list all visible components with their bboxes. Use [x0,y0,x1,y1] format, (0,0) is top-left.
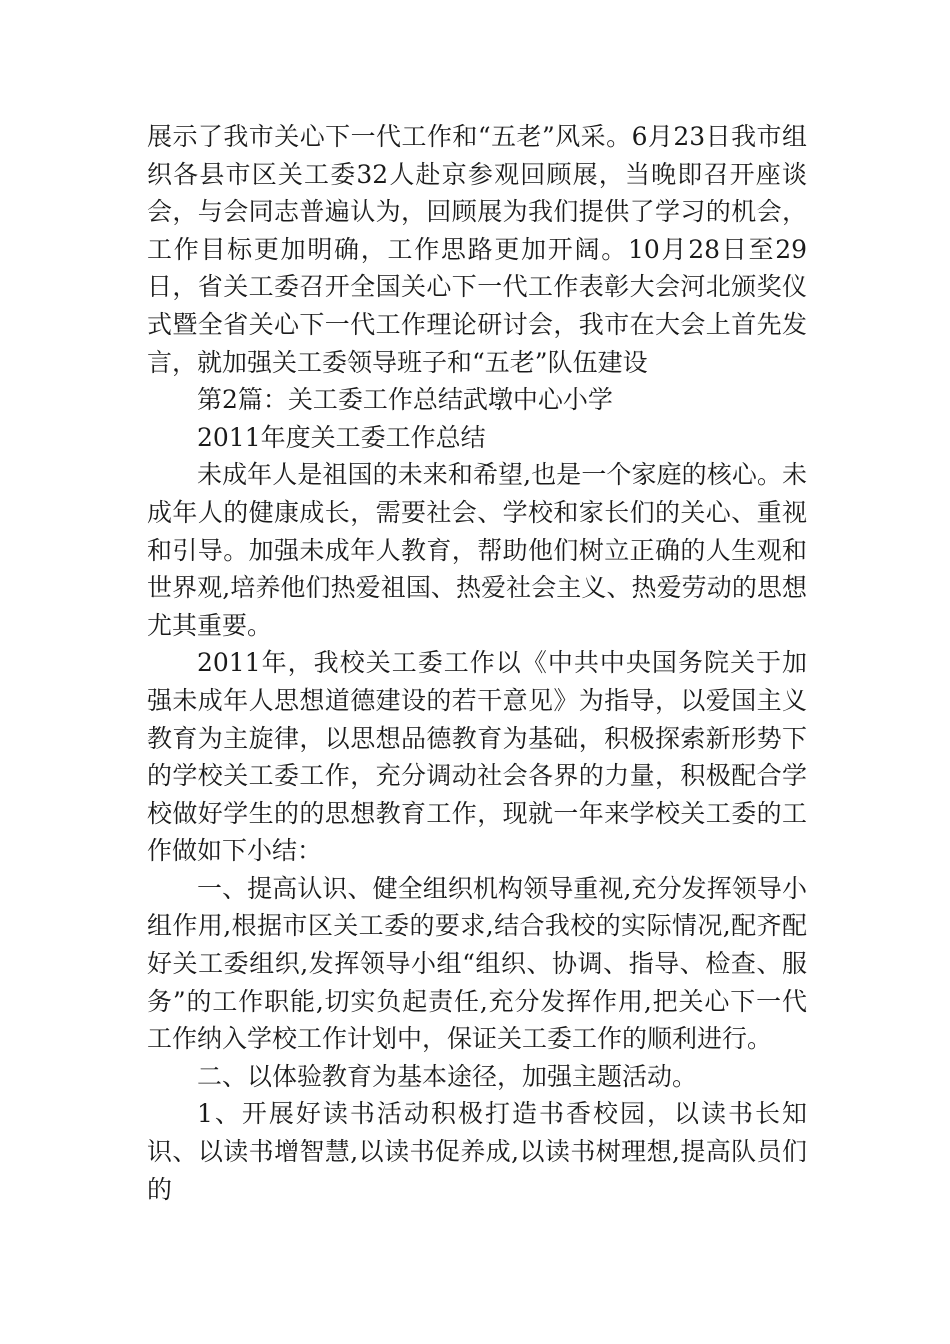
paragraph-2011: 2011年，我校关工委工作以《中共中央国务院关于加强未成年人思想道德建设的若干意见》为指导，以爱国主义教育为主旋律，以思想品德教育为基础，积极探索新形势下的学校关工委工作，充分调动社会各界的力量，积极配合学校做好学生的的思想教育工作，现就一年来学校关工委的工作做如下小结： [147,648,807,866]
paragraph-item-1: 1、开展好读书活动积极打造书香校园，以读书长知识、以读书增智慧,以读书促养成,以读书树理想,提高队员们的 [147,1099,807,1204]
document-title: 2011年度关工委工作总结 [197,422,486,452]
paragraph-1: 展示了我市关心下一代工作和“五老”风采。6月23日我市组织各县市区关工委32人赴京参观回顾展，当晚即召开座谈会，与会同志普遍认为，回顾展为我们提供了学习的机会，工作目标更加明确，工作思路更加开阔。10月28日至29日，省关工委召开全国关心下一代工作表彰大会河北颁奖仪式暨全省关心下一代工作理论研讨会，我市在大会上首先发言，就加强关工委领导班子和“五老”队伍建设 [147,122,807,377]
paragraph-point-2: 二、以体验教育为基本途径，加强主题活动。 [197,1061,698,1091]
paragraph-point-1: 一、提高认识、健全组织机构领导重视,充分发挥领导小组作用,根据市区关工委的要求,结合我校的实际情况,配齐配好关工委组织,发挥领导小组“组织、协调、指导、检查、服务”的工作职能,切实负起责任,充分发挥作用,把关心下一代工作纳入学校工作计划中，保证关工委工作的顺利进行。 [147,873,807,1054]
document-body [147,118,807,1208]
paragraph-intro: 未成年人是祖国的未来和希望,也是一个家庭的核心。未成年人的健康成长，需要社会、学校和家长们的关心、重视和引导。加强未成年人教育，帮助他们树立正确的人生观和世界观,培养他们热爱祖国、热爱社会主义、热爱劳动的思想尤其重要。 [147,460,807,640]
section-heading: 第2篇：关工委工作总结武墩中心小学 [197,385,613,415]
